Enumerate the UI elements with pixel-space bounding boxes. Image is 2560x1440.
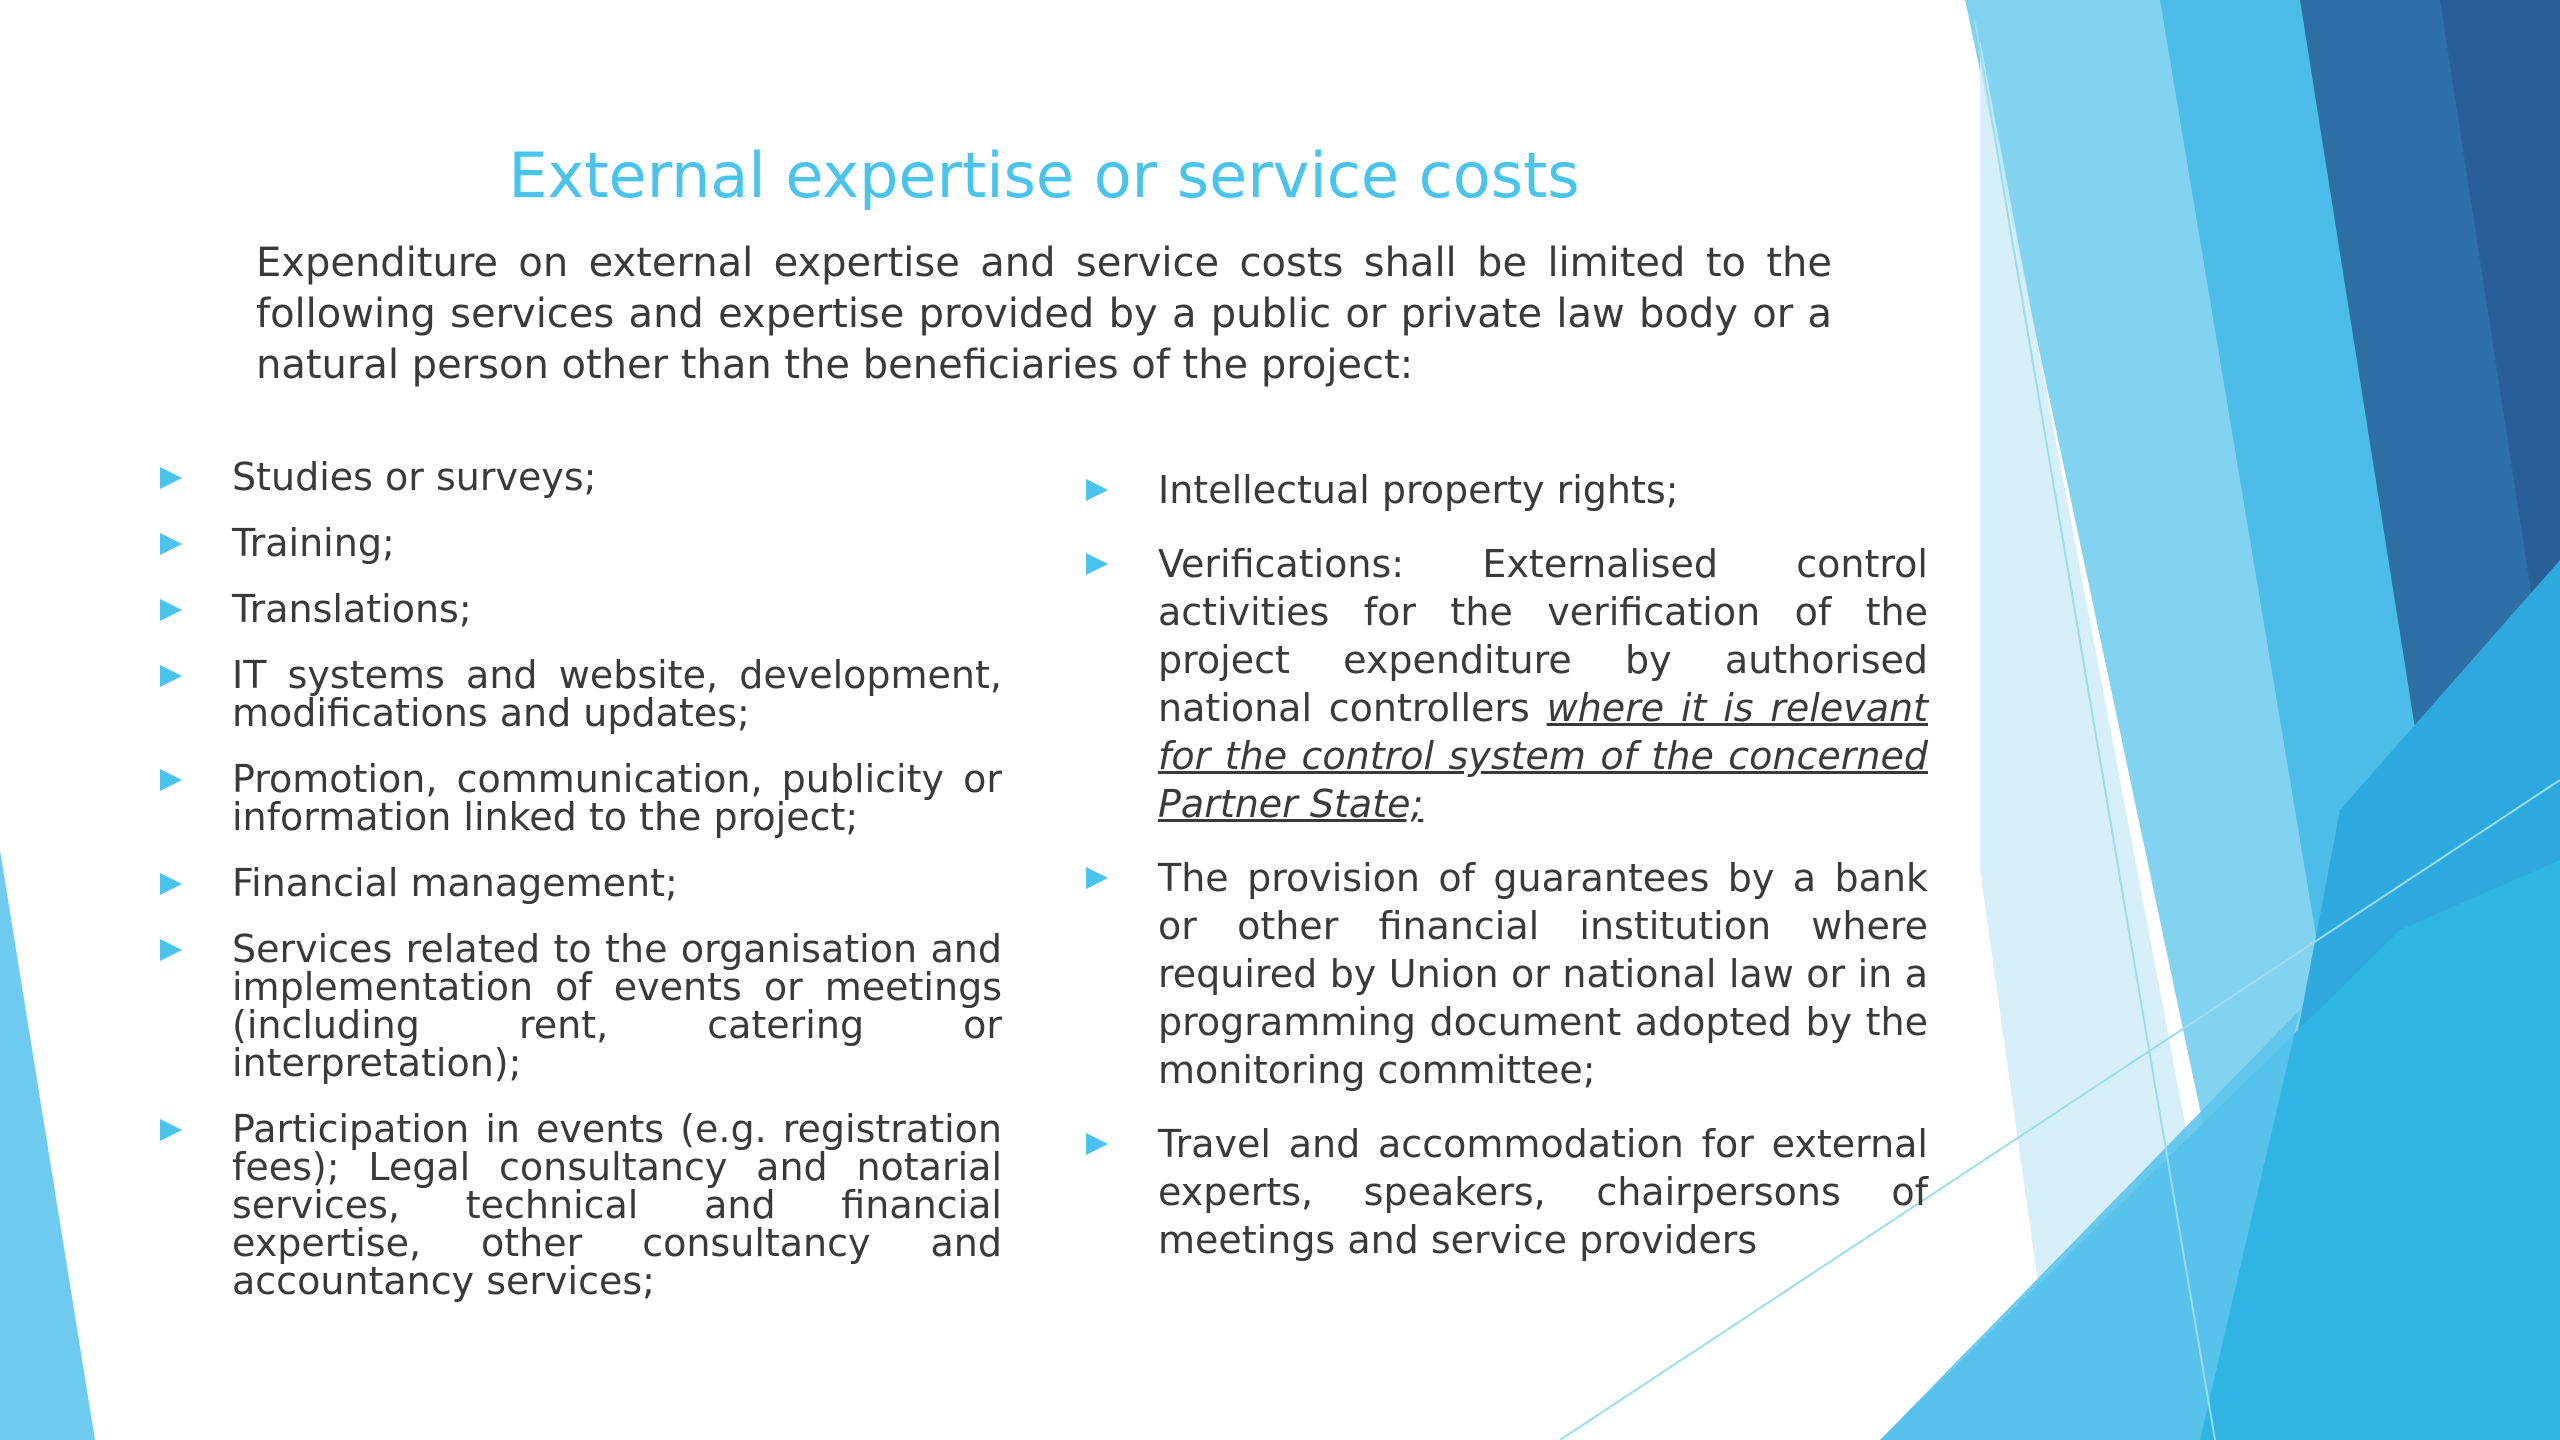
list-item-text: Services related to the organisation and implementation of events or meetings (including rent, catering or interpretation); xyxy=(232,927,1002,1085)
list-item xyxy=(160,757,1002,839)
list-item-text: Translations; xyxy=(232,587,472,631)
list-item-text: IT systems and website, development, modifications and updates; xyxy=(232,653,1002,735)
bullet-triangle-icon xyxy=(160,599,182,621)
bullet-triangle-icon xyxy=(160,939,182,961)
list-item xyxy=(160,455,1002,499)
left-edge-shape xyxy=(0,850,95,1440)
list-item-text xyxy=(1158,540,1928,828)
list-item xyxy=(1086,540,1928,828)
bullet-triangle-icon xyxy=(1086,553,1108,575)
list-item xyxy=(160,653,1002,735)
page-title: External expertise or service costs xyxy=(508,139,1580,212)
list-item xyxy=(160,927,1002,1085)
list-item-text: The provision of guarantees by a bank or other financial institution where required by Union or national law or in a programming document adopted by the monitoring committee; xyxy=(1158,856,1928,1092)
bullet-triangle-icon xyxy=(160,665,182,687)
list-item-text: Financial management; xyxy=(232,861,678,905)
list-item-text: Travel and accommodation for external experts, speakers, chairpersons of meetings and service providers xyxy=(1158,1122,1928,1262)
bullet-triangle-icon xyxy=(160,533,182,555)
list-item-text: Training; xyxy=(232,521,395,565)
left-bullet-list xyxy=(160,455,1002,1328)
bullet-triangle-icon xyxy=(160,467,182,489)
list-item xyxy=(1086,466,1928,514)
verification-text: Verifications: Externalised control activities for the verification of the project expenditure by authorised national controllers xyxy=(1158,542,1928,730)
list-item-text: Participation in events (e.g. registration fees); Legal consultancy and notarial services, technical and financial expertise, other consultancy and accountancy services; xyxy=(232,1107,1002,1303)
list-item xyxy=(160,861,1002,905)
list-item-text: Studies or surveys; xyxy=(232,455,597,499)
bullet-triangle-icon xyxy=(160,1119,182,1141)
list-item xyxy=(1086,854,1928,1094)
bullet-triangle-icon xyxy=(1086,867,1108,889)
bullet-triangle-icon xyxy=(1086,1133,1108,1155)
list-item xyxy=(160,587,1002,631)
bullet-triangle-icon xyxy=(160,769,182,791)
list-item xyxy=(160,1107,1002,1303)
verification-emphasis: where it is relevant for the control system of the concerned Partner State; xyxy=(1158,686,1928,826)
list-item xyxy=(1086,1120,1928,1264)
right-bullet-list xyxy=(1086,466,1928,1290)
bullet-triangle-icon xyxy=(160,873,182,895)
intro-paragraph: Expenditure on external expertise and service costs shall be limited to the following services and expertise provided by a public or private law body or a natural person other than the beneficiaries of the project: xyxy=(256,240,1832,388)
list-item xyxy=(160,521,1002,565)
bullet-triangle-icon xyxy=(1086,479,1108,501)
list-item-text: Intellectual property rights; xyxy=(1158,468,1679,512)
list-item-text: Promotion, communication, publicity or information linked to the project; xyxy=(232,757,1002,839)
